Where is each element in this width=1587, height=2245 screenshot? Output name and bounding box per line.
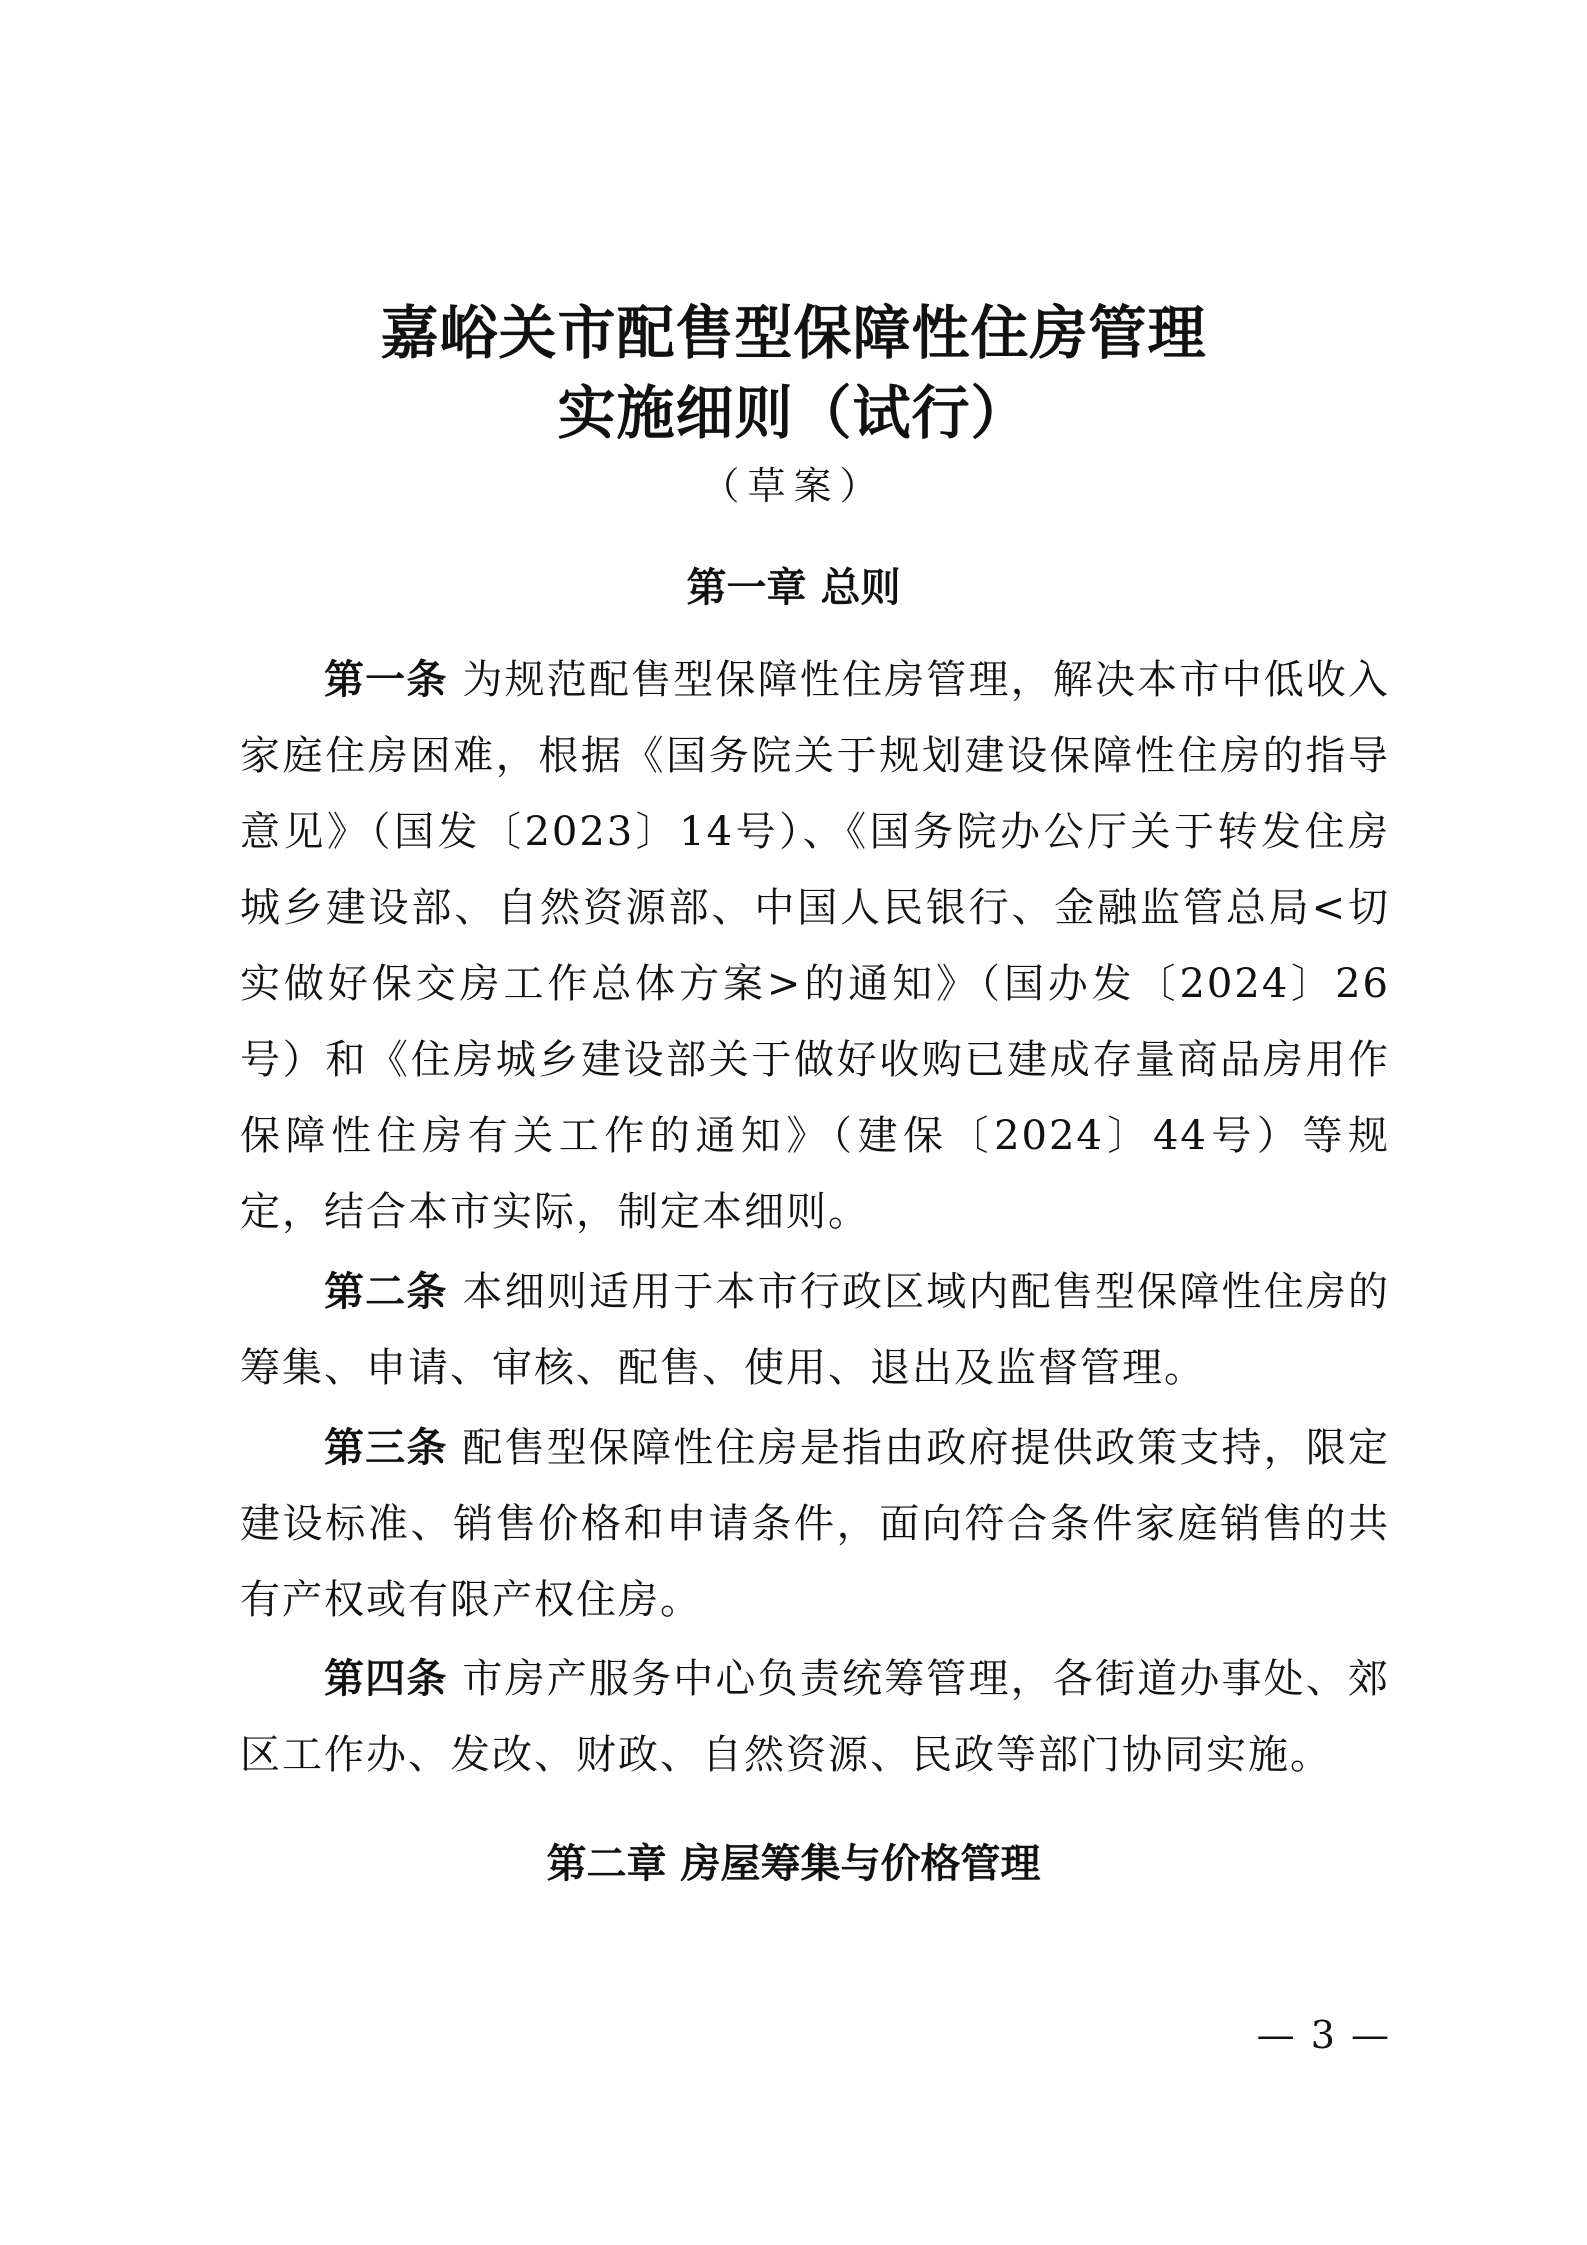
article-1	[240, 642, 1390, 1250]
document-subtitle: （草案）	[701, 464, 886, 508]
article-2	[240, 1254, 1390, 1406]
page-number: — 3 —	[1256, 2013, 1391, 2057]
chapter-heading-2: 第二章 房屋筹集与价格管理	[546, 1841, 1041, 1887]
chapter-heading-1: 第一章 总则	[686, 565, 901, 611]
article-text: 本细则适用于本市行政区域内配售型保障性住房的筹集、申请、审核、配售、使用、退出及监督管理。	[240, 1269, 1391, 1391]
article-4	[240, 1641, 1390, 1793]
document-title-line2: 实施细则（试行）	[557, 379, 1030, 447]
article-text: 配售型保障性住房是指由政府提供政策支持，限定建设标准、销售价格和申请条件，面向符合条件家庭销售的共有产权或有限产权住房。	[240, 1425, 1391, 1623]
document-title-line1: 嘉峪关市配售型保障性住房管理	[380, 299, 1207, 367]
article-label: 第二条	[324, 1269, 448, 1315]
article-label: 第一条	[324, 657, 448, 703]
article-label: 第三条	[324, 1425, 448, 1471]
article-text: 为规范配售型保障性住房管理，解决本市中低收入家庭住房困难，根据《国务院关于规划建设保障性住房的指导意见》（国发〔2023〕14号）、《国务院办公厅关于转发住房城乡建设部、自然资源部、中国人民银行、金融监管总局<切实做好保交房工作总体方案>的通知》（国办发〔2024〕26号）和《住房城乡建设部关于做好收购已建成存量商品房用作保障性住房有关工作的通知》（建保〔2024〕44号）等规定，结合本市实际，制定本细则。	[240, 657, 1391, 1235]
article-3	[240, 1410, 1390, 1638]
article-label: 第四条	[324, 1656, 448, 1702]
article-text: 市房产服务中心负责统筹管理，各街道办事处、郊区工作办、发改、财政、自然资源、民政等部门协同实施。	[240, 1656, 1391, 1778]
